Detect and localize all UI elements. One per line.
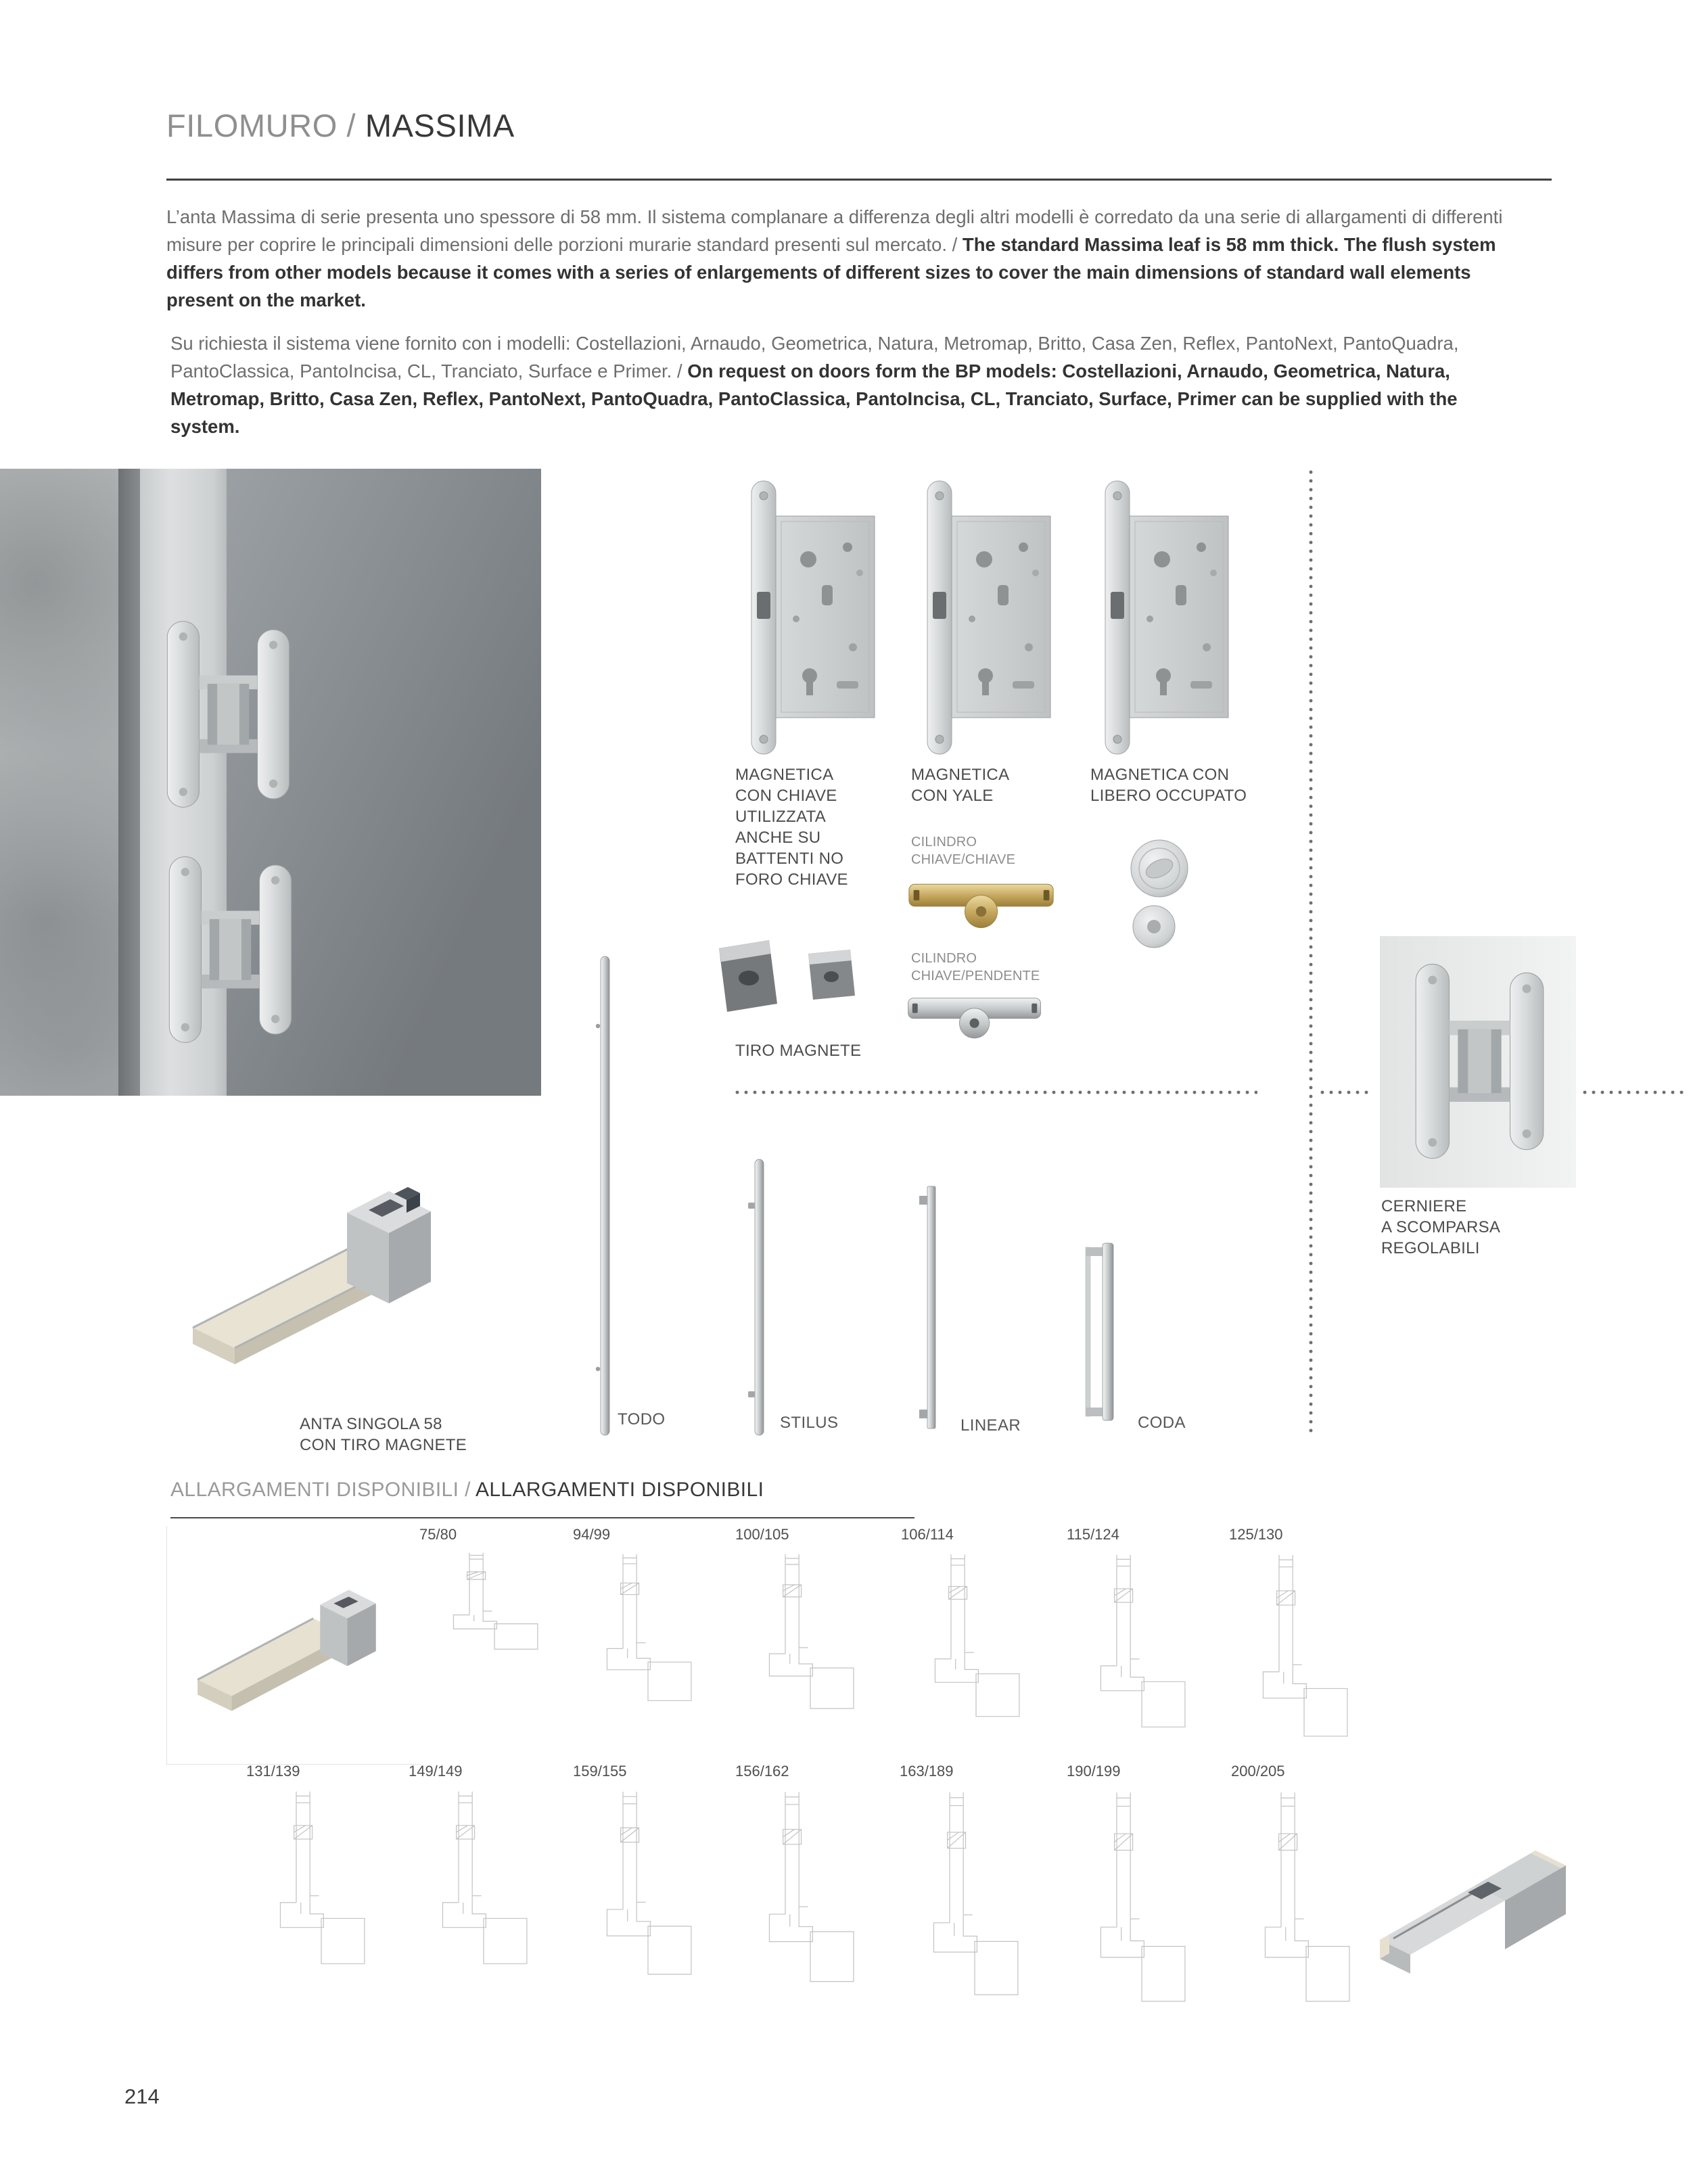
profile-drawing: [246, 1787, 371, 1968]
vertical-dotted-divider: [1309, 470, 1313, 1434]
enlargement-iso-box: [166, 1526, 420, 1765]
concrete-wall: [0, 469, 118, 1096]
allargamento-cell: [572, 1763, 727, 1979]
allargamento-cell: [1065, 1763, 1221, 2007]
handle-linear-label: LINEAR: [960, 1416, 1021, 1435]
model-name: MASSIMA: [365, 108, 515, 143]
page-title: [166, 107, 515, 144]
allargamenti-heading-dark: ALLARGAMENTI DISPONIBILI: [475, 1479, 764, 1501]
magnetic-lock-privacy-image: [1088, 478, 1243, 757]
intro-paragraph-1: [166, 203, 1516, 314]
cylinder1-label: CILINDRO CHIAVE/CHIAVE: [911, 835, 1016, 867]
collection-name: FILOMURO /: [166, 108, 365, 143]
profile-drawing: [1231, 1787, 1356, 2007]
allargamento-cell: [1065, 1526, 1221, 1732]
title-rule: [166, 179, 1552, 181]
intro-1-italian: L’anta Massima di serie presenta uno spessore di 58 mm. Il sistema complanare a differenza degli altri modelli è corredato da una serie di allargamenti di differenti misure per coprire le principali dimensioni delle porzioni murarie standard presenti sul mercato. /: [166, 206, 1503, 255]
profile-drawing: [419, 1550, 545, 1652]
profile-drawing: [573, 1787, 698, 1979]
allargamento-cell: [418, 1526, 574, 1652]
handle-todo-label: TODO: [618, 1410, 666, 1428]
profile-drawing: [735, 1787, 860, 1986]
size-label: 115/124: [1067, 1526, 1119, 1543]
size-label: 163/189: [900, 1763, 954, 1780]
intro-2-english: On request on doors form the BP models: Costellazioni, Arnaudo, Geometrica, Natura, Metromap, Britto, Casa Zen, Reflex, PantoNext, PantoQuadra, PantoClassica, PantoIncisa, CL, Tranciato, Surface, Primer can be supplied with the system.: [170, 361, 1458, 437]
concealed-hinge-bottom: [161, 852, 300, 1048]
allargamenti-rule: [170, 1517, 914, 1518]
lock1-label: MAGNETICA CON CHIAVE UTILIZZATA ANCHE SU BATTENTI NO FORO CHIAVE: [735, 766, 848, 889]
privacy-knob-set-image: [1116, 837, 1200, 963]
concealed-hinge-top: [159, 616, 298, 812]
allargamenti-heading: [170, 1479, 764, 1502]
lock3-label: MAGNETICA CON LIBERO OCCUPATO: [1090, 766, 1247, 805]
handle-stilus-image: [747, 1158, 771, 1437]
tiro-magnete-label: TIRO MAGNETE: [735, 1042, 862, 1060]
size-label: 106/114: [901, 1526, 954, 1543]
page-number: 214: [124, 2085, 160, 2108]
cerniere-label: CERNIERE A SCOMPARSA REGOLABILI: [1381, 1197, 1501, 1257]
cylinder-key-thumbturn-image: [904, 986, 1045, 1047]
size-label: 159/155: [573, 1763, 627, 1780]
profile-drawing: [900, 1787, 1025, 2000]
allargamento-cell: [900, 1526, 1055, 1721]
intro-1-english: The standard Massima leaf is 58 mm thick. The flush system differs from other models because it comes with a series of enlargements of different sizes to cover the main dimensions of standard wall elements present on the market.: [166, 234, 1496, 310]
corner-frame-illustration: [1366, 1771, 1657, 2004]
enlargement-profile-illustration: [177, 1537, 409, 1748]
handle-coda-image: [1084, 1242, 1116, 1422]
door-hinge-photo: [0, 469, 541, 1096]
intro-paragraph-2: [170, 329, 1520, 440]
allargamento-cell: [407, 1763, 563, 1968]
allargamento-cell: [734, 1763, 889, 1986]
handle-coda-label: CODA: [1138, 1414, 1186, 1432]
size-label: 125/130: [1229, 1526, 1283, 1543]
magnetic-lock-key-image: [734, 478, 889, 757]
allargamento-cell: [898, 1763, 1054, 2000]
profile-drawing: [735, 1550, 860, 1713]
allargamento-cell: [572, 1526, 727, 1704]
size-label: 75/80: [419, 1526, 457, 1543]
allargamento-cell: [1230, 1763, 1385, 2007]
lock2-label: MAGNETICA CON YALE: [911, 766, 1010, 805]
allargamenti-heading-gray: ALLARGAMENTI DISPONIBILI /: [170, 1479, 476, 1501]
allargamento-cell: [1228, 1526, 1383, 1741]
horizontal-dotted-divider-3: [1583, 1090, 1686, 1094]
adjustable-hinge-image: [1407, 960, 1552, 1163]
allargamento-cell: [734, 1526, 889, 1713]
adjustable-hinge-photo: [1380, 936, 1576, 1188]
size-label: 190/199: [1067, 1763, 1121, 1780]
profile-drawing: [573, 1550, 698, 1704]
size-label: 200/205: [1231, 1763, 1285, 1780]
horizontal-dotted-divider-1: [735, 1090, 1257, 1094]
cylinder-key-key-image: [904, 871, 1059, 937]
size-label: 94/99: [573, 1526, 611, 1543]
handle-todo-image: [594, 955, 616, 1437]
cylinder2-label: CILINDRO CHIAVE/PENDENTE: [911, 951, 1040, 983]
door-section-illustration: [166, 1126, 463, 1410]
allargamento-cell: [245, 1763, 400, 1968]
handle-linear-image: [919, 1185, 943, 1430]
handle-stilus-label: STILUS: [780, 1414, 839, 1432]
magnetic-lock-yale-image: [910, 478, 1065, 757]
intro-2-italian: Su richiesta il sistema viene fornito con i modelli: Costellazioni, Arnaudo, Geometrica, Natura, Metromap, Britto, Casa Zen, Reflex, PantoNext, PantoQuadra, PantoClassica, PantoIncisa, CL, Tranciato, Surface e Primer. /: [170, 333, 1459, 381]
size-label: 149/149: [409, 1763, 463, 1780]
size-label: 131/139: [246, 1763, 300, 1780]
profile-drawing: [1067, 1787, 1192, 2007]
profile-drawing: [1067, 1550, 1192, 1732]
frame-shadow-gap: [118, 469, 140, 1096]
anta-singola-label: ANTA SINGOLA 58 CON TIRO MAGNETE: [300, 1415, 467, 1454]
profile-drawing: [409, 1787, 534, 1968]
horizontal-dotted-divider-2: [1320, 1090, 1373, 1094]
profile-drawing: [901, 1550, 1026, 1721]
size-label: 100/105: [735, 1526, 789, 1543]
magnet-catch-image: [707, 925, 876, 1030]
profile-drawing: [1229, 1550, 1354, 1741]
size-label: 156/162: [735, 1763, 789, 1780]
